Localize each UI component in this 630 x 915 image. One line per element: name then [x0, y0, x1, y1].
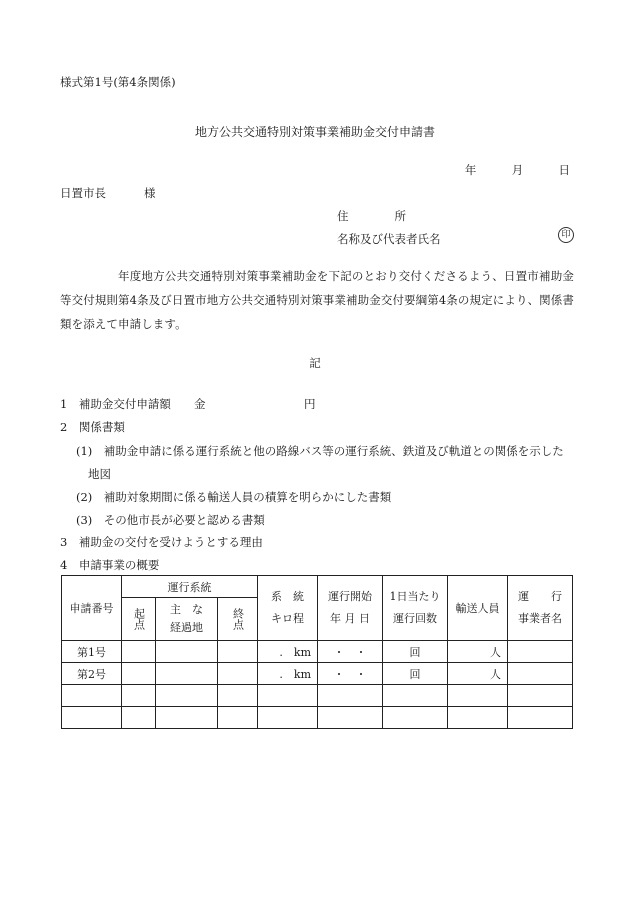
project-summary-table: [61, 575, 573, 729]
form-number: 様式第1号(第4条関係): [60, 75, 176, 89]
header-route-system: 運行系統: [122, 576, 258, 598]
row-people: [448, 707, 508, 729]
date-day: 日: [558, 163, 570, 177]
header-end-point: 終点: [218, 598, 258, 641]
item-1-application-amount: [60, 396, 316, 412]
row-km: . km: [258, 641, 318, 663]
item-1-yen: 円: [304, 397, 316, 411]
row-people: [448, 685, 508, 707]
row-people: 人: [448, 663, 508, 685]
doc-2: (2) 補助対象期間に係る輸送人員の積算を明らかにした書類: [76, 490, 392, 504]
table-row: [62, 663, 573, 685]
row-date: [318, 685, 383, 707]
addressee: [60, 185, 156, 201]
table-row: [62, 641, 573, 663]
row-count: 回: [383, 663, 448, 685]
header-operator: 運 行 事業者名: [508, 576, 573, 641]
row-count: [383, 707, 448, 729]
document-title: 地方公共交通特別対策事業補助金交付申請書: [194, 125, 435, 139]
header-daily-runs: 1日当たり 運行回数: [383, 576, 448, 641]
table-row: [62, 707, 573, 729]
item-4-project-overview: 4 申請事業の概要: [60, 558, 160, 572]
item-1-kin: 金: [194, 397, 206, 411]
doc-3: (3) その他市長が必要と認める書類: [76, 513, 265, 527]
header-passengers: 輸送人員: [448, 576, 508, 641]
date-month: 月: [511, 163, 524, 177]
ki-heading: 記: [309, 356, 321, 370]
row-count: [383, 685, 448, 707]
representative-name-label: 名称及び代表者氏名: [337, 232, 441, 246]
row-no: [62, 685, 122, 707]
addressee-name: 日置市長: [60, 186, 106, 200]
date-line: [465, 162, 570, 178]
seal-icon: 印: [558, 227, 574, 243]
addressee-honorific: 様: [144, 186, 156, 200]
row-count: 回: [383, 641, 448, 663]
row-km: [258, 707, 318, 729]
row-km: [258, 685, 318, 707]
header-distance: 系 統 キロ程: [258, 576, 318, 641]
doc-1-line-1: (1) 補助金申請に係る運行系統と他の路線バス等の運行系統、鉄道及び軌道との関係を示した: [76, 444, 564, 458]
item-1-label: 1 補助金交付申請額: [60, 397, 171, 411]
header-application-no: 申請番号: [62, 576, 122, 641]
row-no: 第1号: [62, 641, 122, 663]
date-year: 年: [464, 163, 477, 177]
row-no: 第2号: [62, 663, 122, 685]
doc-1-line-2: 地図: [88, 467, 111, 481]
row-km: . km: [258, 663, 318, 685]
row-no: [62, 707, 122, 729]
application-body-text: 年度地方公共交通特別対策事業補助金を下記のとおり交付くださるよう、日置市補助金等交付規則第4条及び日置市地方公共交通特別対策事業補助金交付要綱第4条の規定により、関係書類を添えて申請します。: [60, 269, 574, 331]
header-start-point: 起点: [122, 598, 156, 641]
row-date: ・ ・: [318, 663, 383, 685]
address-label: 住 所: [337, 209, 406, 223]
header-start-date: 運行開始 年 月 日: [318, 576, 383, 641]
item-2-related-documents: 2 関係書類: [60, 420, 125, 434]
row-date: ・ ・: [318, 641, 383, 663]
header-via: 主 な 経過地: [156, 598, 218, 641]
item-3-reason: 3 補助金の交付を受けようとする理由: [60, 535, 263, 549]
table-row: [62, 685, 573, 707]
row-people: 人: [448, 641, 508, 663]
row-date: [318, 707, 383, 729]
